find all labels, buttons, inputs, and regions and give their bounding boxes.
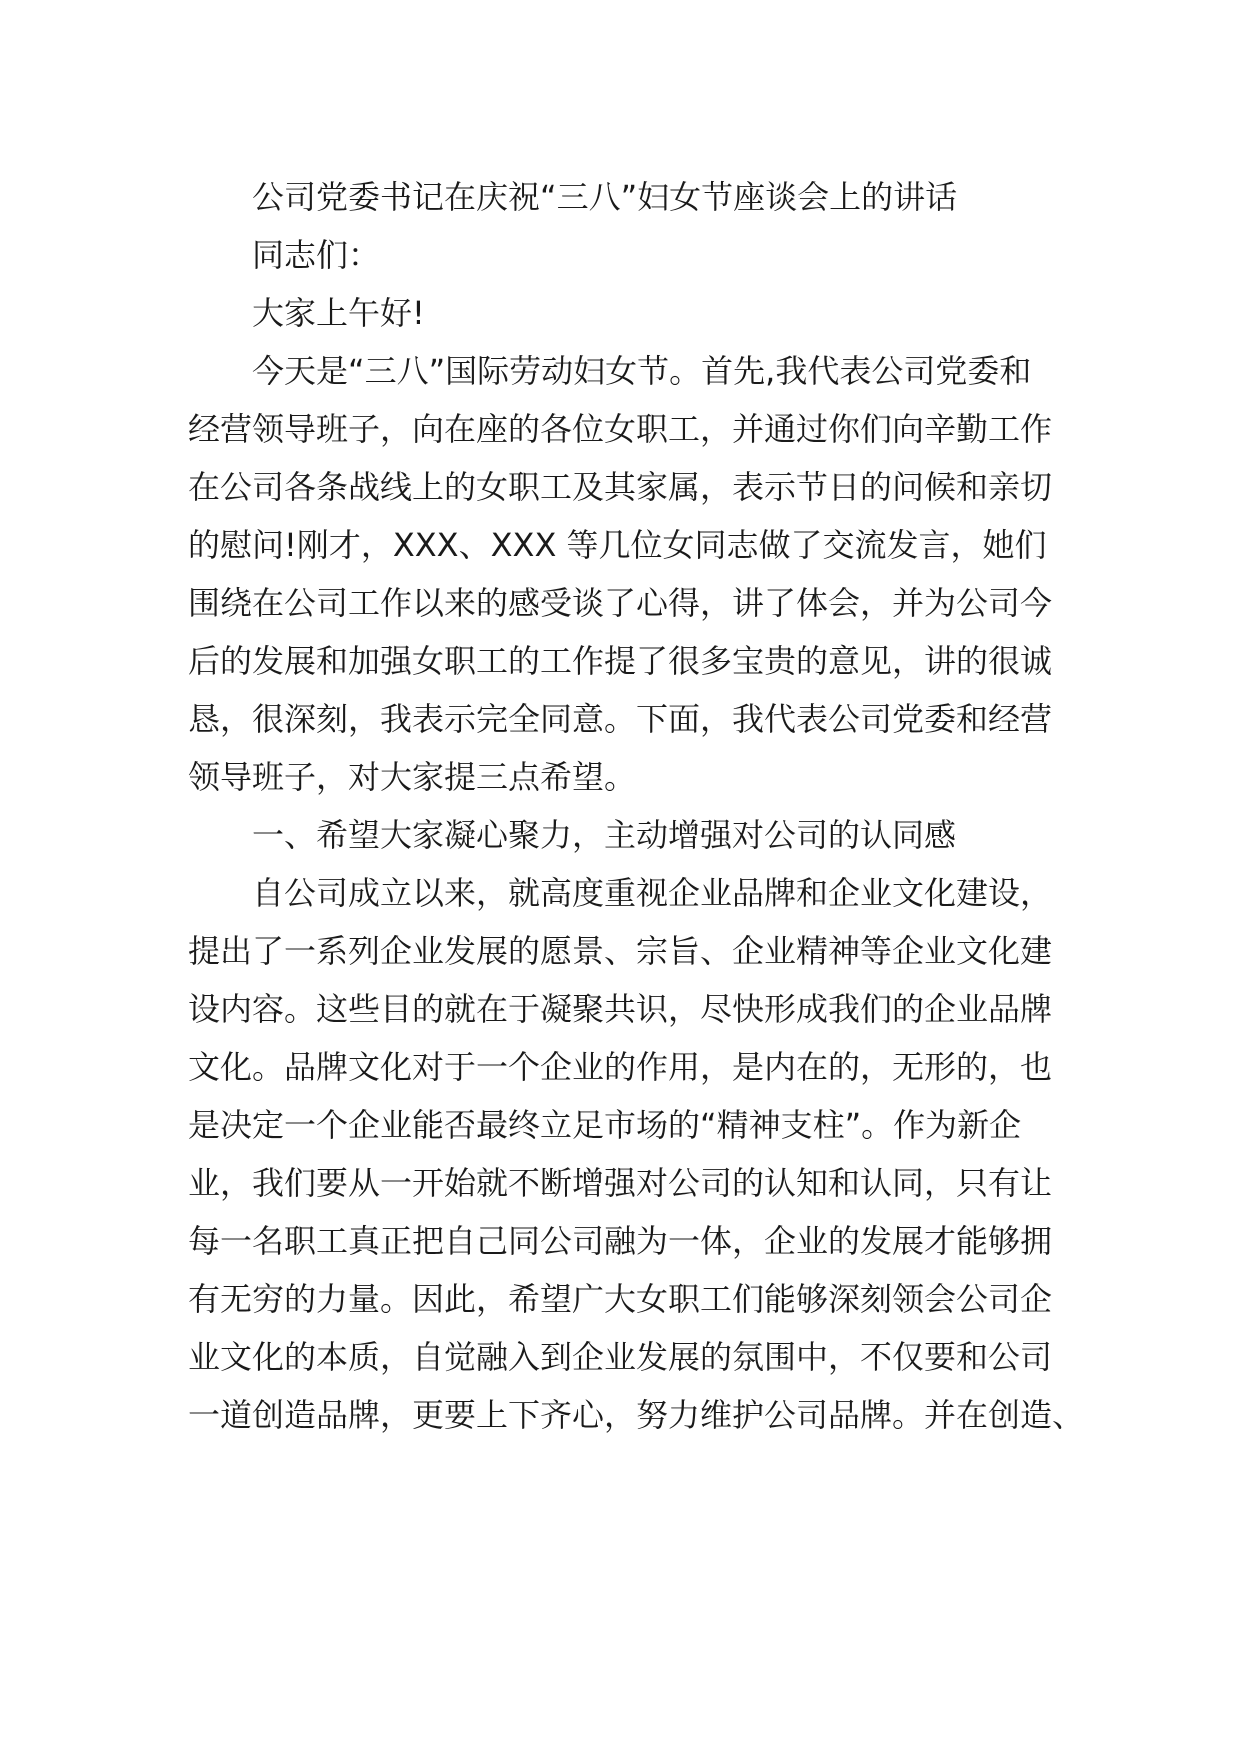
paragraph-line: 围绕在公司工作以来的感受谈了心得，讲了体会，并为公司今 <box>188 584 1053 622</box>
paragraph-line: 的慰问!刚才，XXX、XXX 等几位女同志做了交流发言，她们 <box>188 526 1047 564</box>
paragraph-line: 业文化的本质，自觉融入到企业发展的氛围中，不仅要和公司 <box>188 1338 1053 1376</box>
greeting: 大家上午好! <box>252 294 425 332</box>
paragraph-line: 是决定一个企业能否最终立足市场的“精神支柱”。作为新企 <box>188 1106 1022 1144</box>
paragraph-line: 有无穷的力量。因此，希望广大女职工们能够深刻领会公司企 <box>188 1280 1053 1318</box>
paragraph-line: 经营领导班子，向在座的各位女职工，并通过你们向辛勤工作 <box>188 410 1053 448</box>
paragraph-line: 一道创造品牌，更要上下齐心，努力维护公司品牌。并在创造、 <box>188 1396 1085 1434</box>
paragraph-line: 提出了一系列企业发展的愿景、宗旨、企业精神等企业文化建 <box>188 932 1053 970</box>
paragraph-line: 每一名职工真正把自己同公司融为一体，企业的发展才能够拥 <box>188 1222 1053 1260</box>
document-title: 公司党委书记在庆祝“三八”妇女节座谈会上的讲话 <box>252 178 958 216</box>
paragraph-line: 设内容。这些目的就在于凝聚共识，尽快形成我们的企业品牌 <box>188 990 1053 1028</box>
paragraph-line: 今天是“三八”国际劳动妇女节。首先,我代表公司党委和 <box>252 352 1032 390</box>
section-heading: 一、希望大家凝心聚力，主动增强对公司的认同感 <box>252 816 957 854</box>
paragraph-line: 文化。品牌文化对于一个企业的作用，是内在的，无形的，也 <box>188 1048 1053 1086</box>
paragraph-line: 领导班子，对大家提三点希望。 <box>188 758 637 796</box>
paragraph-line: 自公司成立以来，就高度重视企业品牌和企业文化建设， <box>252 874 1053 912</box>
paragraph-line: 后的发展和加强女职工的工作提了很多宝贵的意见，讲的很诚 <box>188 642 1053 680</box>
paragraph-line: 业，我们要从一开始就不断增强对公司的认知和认同，只有让 <box>188 1164 1053 1202</box>
paragraph-line: 在公司各条战线上的女职工及其家属，表示节日的问候和亲切 <box>188 468 1053 506</box>
paragraph-line: 恳，很深刻，我表示完全同意。下面，我代表公司党委和经营 <box>188 700 1053 738</box>
salutation: 同志们： <box>252 236 381 274</box>
